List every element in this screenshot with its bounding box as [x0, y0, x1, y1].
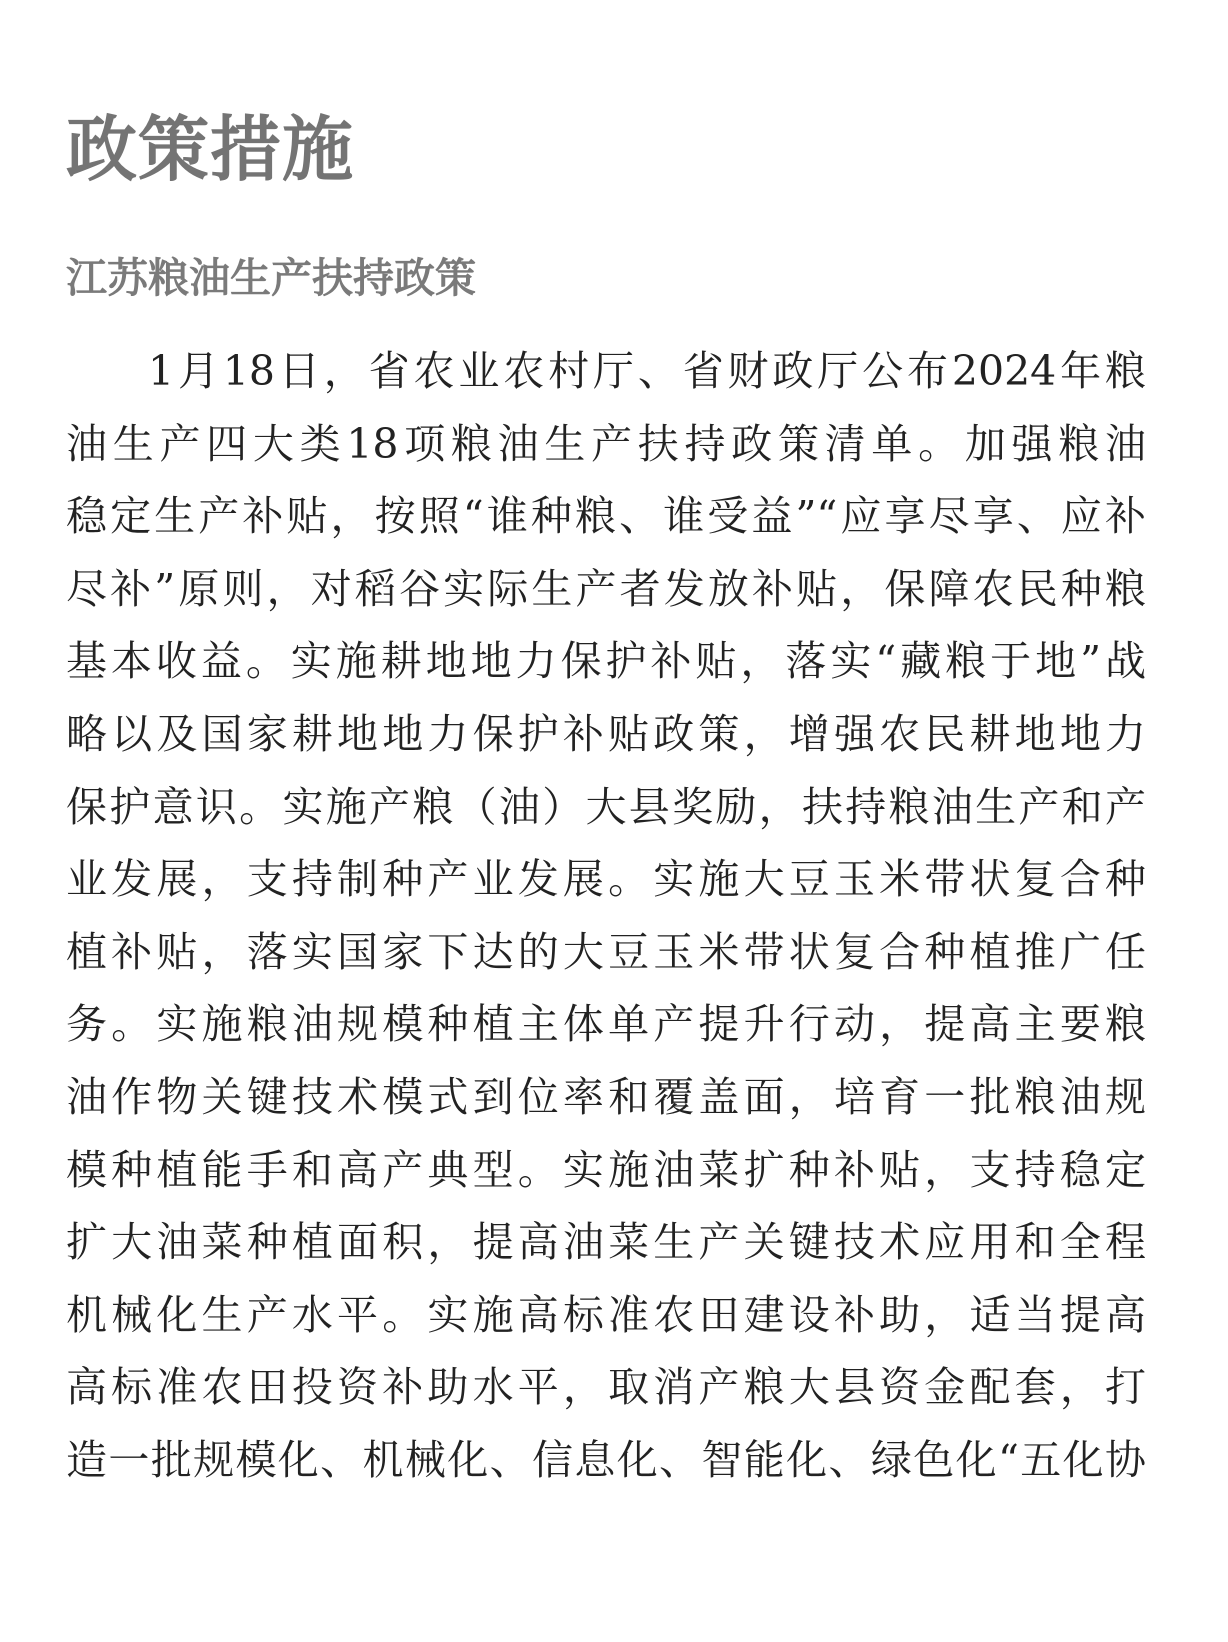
body-line-9: 植补贴，落实国家下达的大豆玉米带状复合种植推广任	[66, 927, 1146, 976]
body-line-15: 高标准农田投资补助水平，取消产粮大县资金配套，打	[66, 1363, 1146, 1412]
body-line-11: 油作物关键技术模式到位率和覆盖面，培育一批粮油规	[66, 1072, 1146, 1121]
body-line-8: 业发展，支持制种产业发展。实施大豆玉米带状复合种	[66, 855, 1146, 904]
article-title: 江苏粮油生产扶持政策	[66, 254, 476, 302]
body-line-6: 略以及国家耕地地力保护补贴政策，增强农民耕地地力	[66, 709, 1146, 758]
body-line-5: 基本收益。实施耕地地力保护补贴，落实“藏粮于地”战	[66, 637, 1146, 686]
body-line-2: 油生产四大类18项粮油生产扶持政策清单。加强粮油	[66, 419, 1146, 468]
body-line-10: 务。实施粮油规模种植主体单产提升行动，提高主要粮	[66, 1000, 1146, 1049]
body-line-14: 机械化生产水平。实施高标准农田建设补助，适当提高	[66, 1290, 1146, 1339]
body-line-13: 扩大油菜种植面积，提高油菜生产关键技术应用和全程	[66, 1218, 1146, 1267]
body-line-4: 尽补”原则，对稻谷实际生产者发放补贴，保障农民种粮	[66, 564, 1146, 613]
section-title: 政策措施	[66, 108, 355, 191]
article-body	[66, 344, 1146, 1506]
body-line-1: 1月18日，省农业农村厅、省财政厅公布2024年粮	[148, 347, 1146, 395]
body-line-16: 造一批规模化、机械化、信息化、智能化、绿色化“五化协	[66, 1435, 1146, 1484]
body-line-7: 保护意识。实施产粮（油）大县奖励，扶持粮油生产和产	[66, 782, 1146, 831]
body-line-12: 模种植能手和高产典型。实施油菜扩种补贴，支持稳定	[66, 1145, 1146, 1194]
body-line-3: 稳定生产补贴，按照“谁种粮、谁受益”“应享尽享、应补	[66, 492, 1146, 541]
